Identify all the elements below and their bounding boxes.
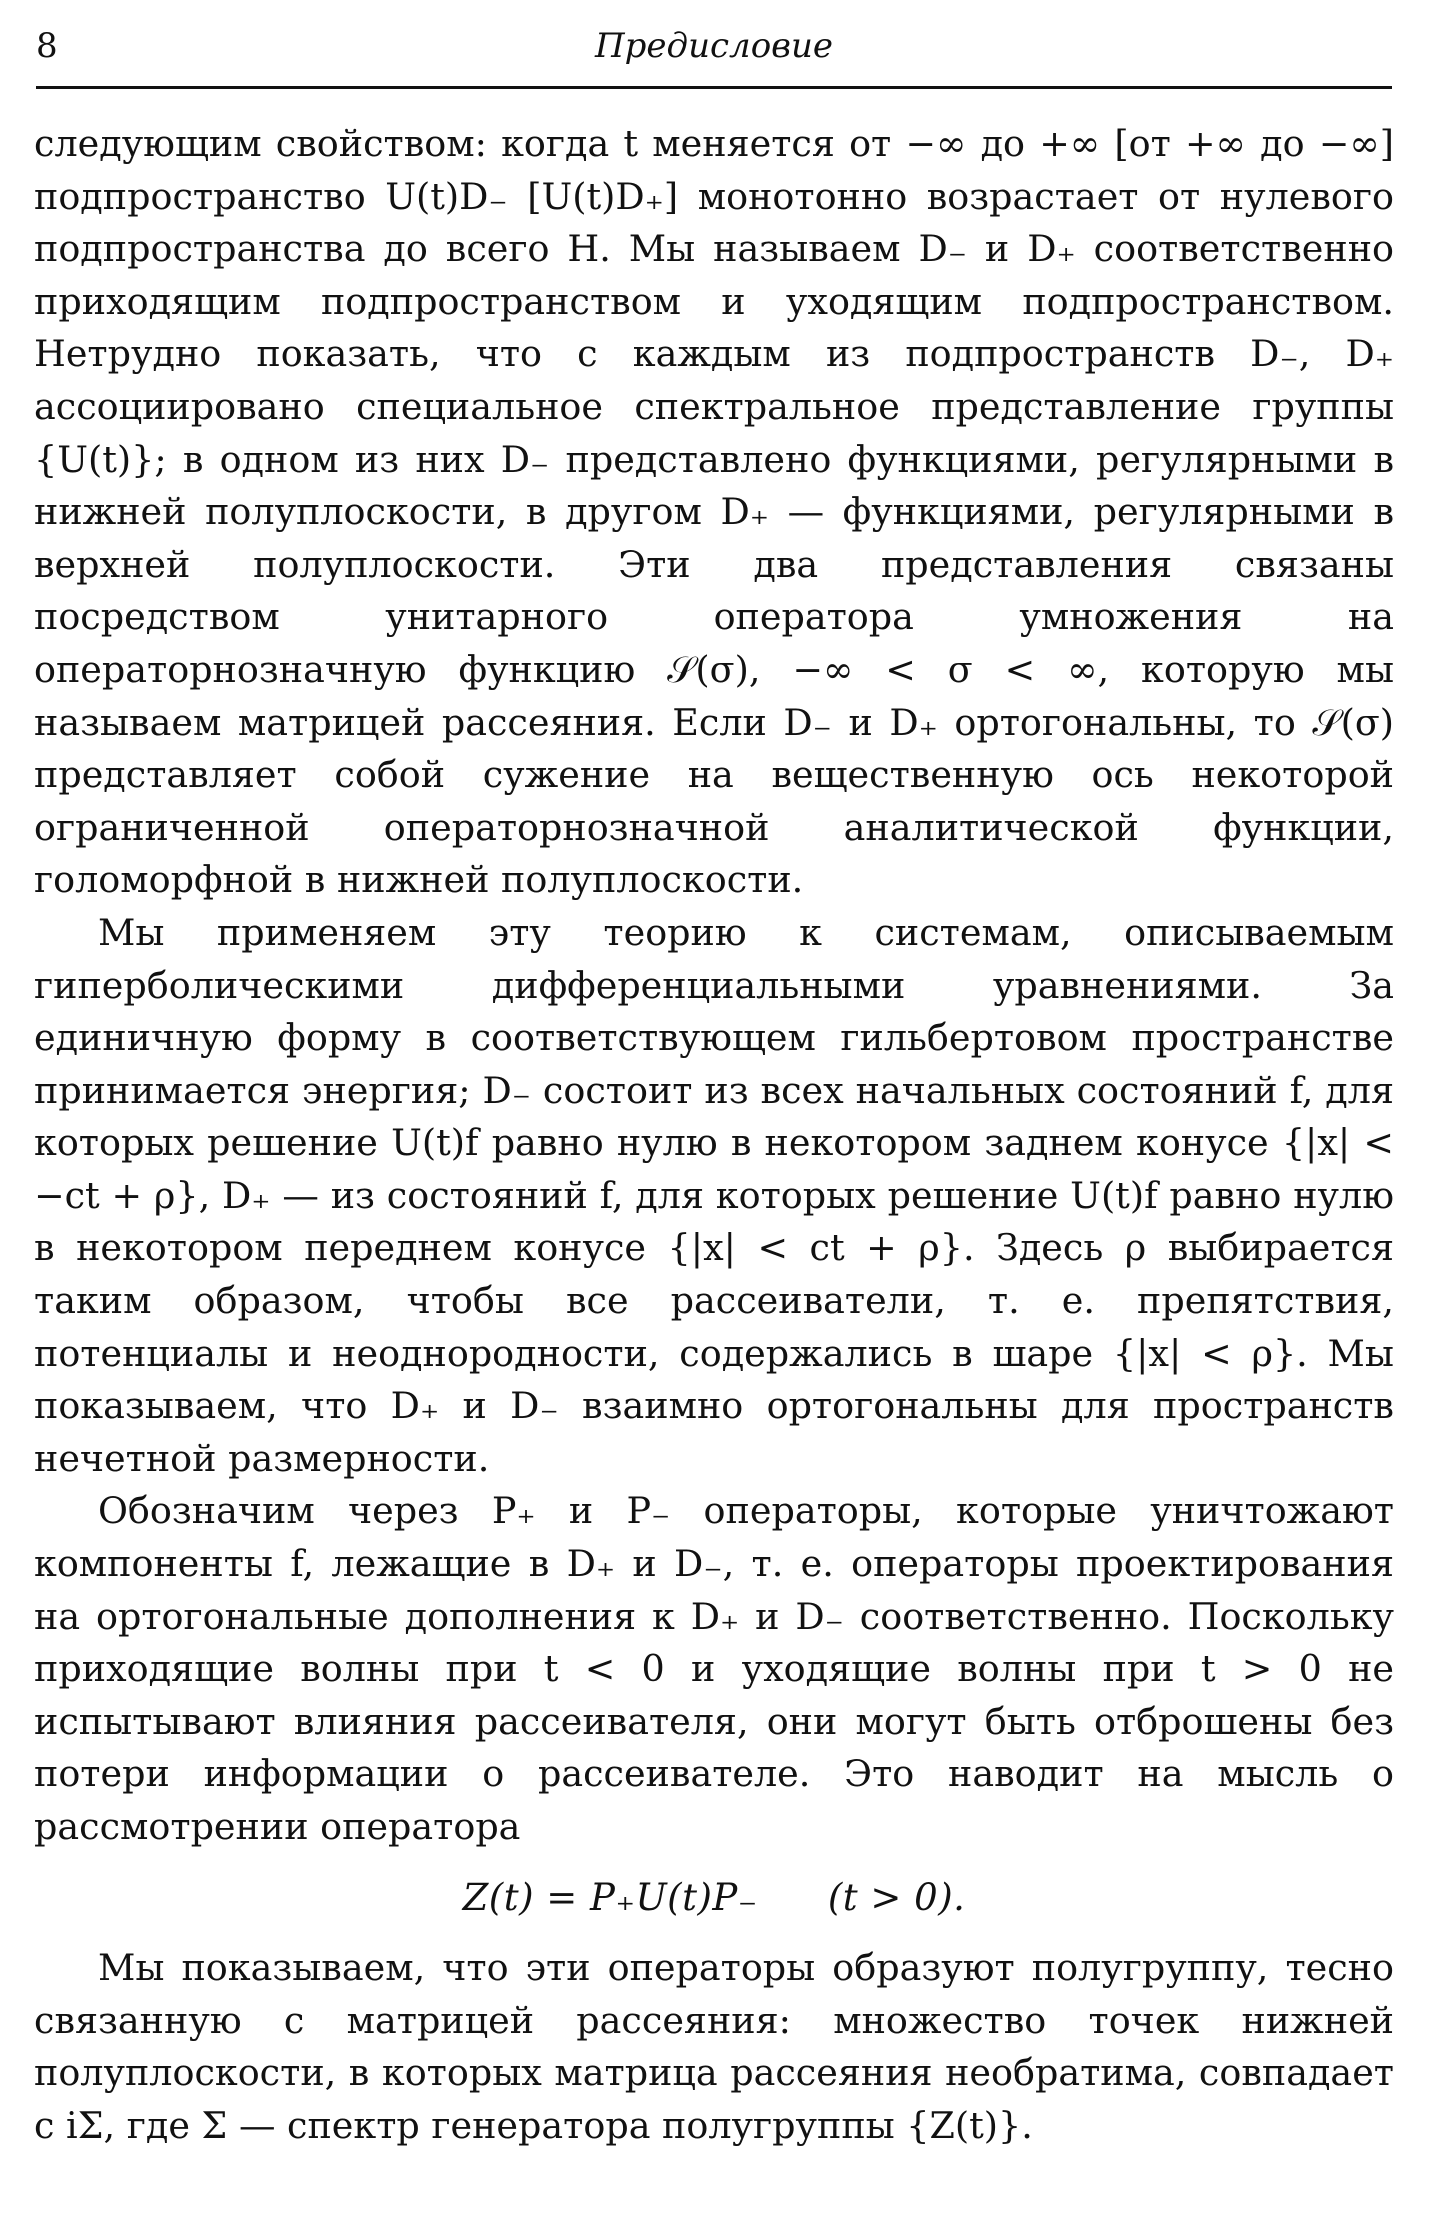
running-title: Предисловие bbox=[595, 26, 833, 66]
formula-expression: Z(t) = P₊U(t)P₋ bbox=[462, 1875, 758, 1919]
paragraph-1: следующим свойством: когда t меняется от −∞ до +∞ [от +∞ до −∞] подпространство U(t)D₋ [U(t)D₊] монотонно возрастает от нулевого подпространства до всего H. Мы называем D₋ и D₊ соответственно приходящим подпространством и уходящим подпространством. Нетрудно показать, что с каждым из подпространств D₋, D₊ ассоциировано специальное спектральное представление группы {U(t)}; в одном из них D₋ представлено функциями, регулярными в нижней полуплоскости, в другом D₊ — функциями, регулярными в верхней полуплоскости. Эти два представления связаны посредством унитарного оператора умножения на операторнозначную функцию 𝒮(σ), −∞ < σ < ∞, которую мы называем матрицей рассеяния. Если D₋ и D₊ ортогональны, то 𝒮(σ) представляет собой сужение на вещественную ось некоторой ограниченной операторнозначной аналитической функции, голоморфной в нижней полуплоскости. bbox=[34, 122, 1394, 902]
page-header bbox=[36, 26, 1392, 89]
page-body bbox=[34, 118, 1394, 2153]
display-formula bbox=[34, 1872, 1394, 1925]
paragraph-2: Мы применяем эту теорию к системам, описываемым гиперболическими дифференциальными уравнениями. За единичную форму в соответствующем гильбертовом пространстве принимается энергия; D₋ состоит из всех начальных состояний f, для которых решение U(t)f равно нулю в некотором заднем конусе {|x| < −ct + ρ}, D₊ — из состояний f, для которых решение U(t)f равно нулю в некотором переднем конусе {|x| < ct + ρ}. Здесь ρ выбирается таким образом, чтобы все рассеиватели, т. е. препятствия, потенциалы и неоднородности, содержались в шаре {|x| < ρ}. Мы показываем, что D₊ и D₋ взаимно ортогональны для пространств нечетной размерности. bbox=[34, 910, 1394, 1480]
paragraph-4: Мы показываем, что эти операторы образуют полугруппу, тесно связанную с матрицей рассеяния: множество точек нижней полуплоскости, в которых матрица рассеяния необратима, совпадает с iΣ, где Σ — спектр генератора полугруппы {Z(t)}. bbox=[34, 1946, 1394, 2147]
formula-condition: (t > 0). bbox=[827, 1875, 966, 1919]
paragraph-3: Обозначим через P₊ и P₋ операторы, которые уничтожают компоненты f, лежащие в D₊ и D₋, т. е. операторы проектирования на ортогональные дополнения к D₊ и D₋ соответственно. Поскольку приходящие волны при t < 0 и уходящие волны при t > 0 не испытывают влияния рассеивателя, они могут быть отброшены без потери информации о рассеивателе. Это наводит на мысль о рассмотрении оператора bbox=[34, 1489, 1394, 1848]
page-number: 8 bbox=[36, 26, 58, 66]
